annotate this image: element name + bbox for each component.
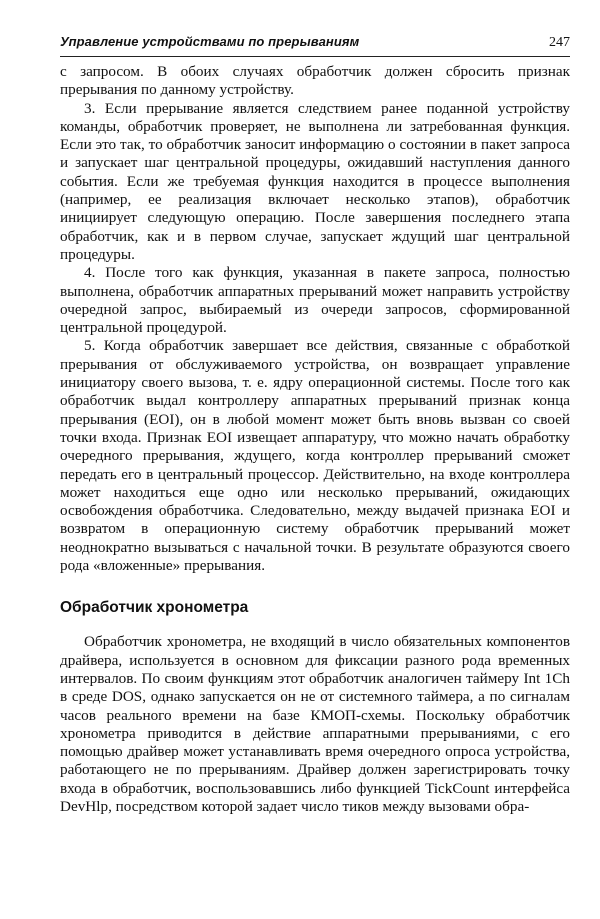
paragraph-item-5: 5. Когда обработчик завершает все действия, связанные с обработкой прерывания от обслуживаемого устройства, он возвращает управление инициатору своего вызова, т. е. ядру операционной системы. После того как обработчик выдал контроллеру аппаратных прерываний признак конца прерывания (EOI), он в любой момент может быть вновь вызван со своей точки входа. Признак EOI извещает аппаратуру, что можно начать обработку очередного прерывания, ждущего, когда контроллер прерываний сможет передать его в центральный процессор. Действительно, на входе контроллера может находиться еще одно или несколько прерываний, ожидающих освобождения обработчика. Следовательно, между выдачей признака EOI и возвратом в операционную систему обработчик прерываний может неоднократно вызываться с начальной точки. В результате образуются своего рода «вложенные» прерывания. — [60, 337, 570, 575]
page-header — [60, 34, 570, 57]
section-paragraph: Обработчик хронометра, не входящий в число обязательных компонентов драйвера, используется в основном для фиксации разного рода временных интервалов. По своим функциям этот обработчик аналогичен таймеру Int 1Ch в среде DOS, однако запускается он не от системного таймера, а по сигналам часов реального времени на базе КМОП-схемы. Поскольку обработчик хронометра приводится в действие аппаратными прерываниями, с его помощью драйвер может устанавливать время очередного опроса устройства, работающего не по прерываниям. Драйвер должен зарегистрировать точку входа в обработчик, воспользовавшись либо функцией TickCount интерфейса DevHlp, посредством которой задает число тиков между вызовами обра- — [60, 633, 570, 815]
book-page — [60, 34, 570, 816]
page-number: 247 — [549, 35, 570, 50]
section-heading: Обработчик хронометра — [60, 599, 249, 617]
paragraph-continuation: с запросом. В обоих случаях обработчик должен сбросить признак прерывания по данному устройству. — [60, 63, 570, 99]
running-head: Управление устройствами по прерываниям — [60, 34, 360, 49]
paragraph-item-3: 3. Если прерывание является следствием ранее поданной устройству команды, обработчик проверяет, не выполнена ли затребованная функция. Если это так, то обработчик заносит информацию о состоянии в пакет запроса и запускает шаг центральной процедуры, ожидавший наступления данного события. Если же требуемая функция находится в процессе выполнения (например, ее реализация включает несколько этапов), обработчик инициирует следующую операцию. После завершения последнего этапа обработчик, как и в первом случае, запускает ждущий шаг центральной процедуры. — [60, 99, 570, 263]
paragraph-item-4: 4. После того как функция, указанная в пакете запроса, полностью выполнена, обработчик аппаратных прерываний может направить устройству очередной запрос, выбираемый из очереди запросов, сформированной центральной процедурой. — [60, 264, 570, 337]
